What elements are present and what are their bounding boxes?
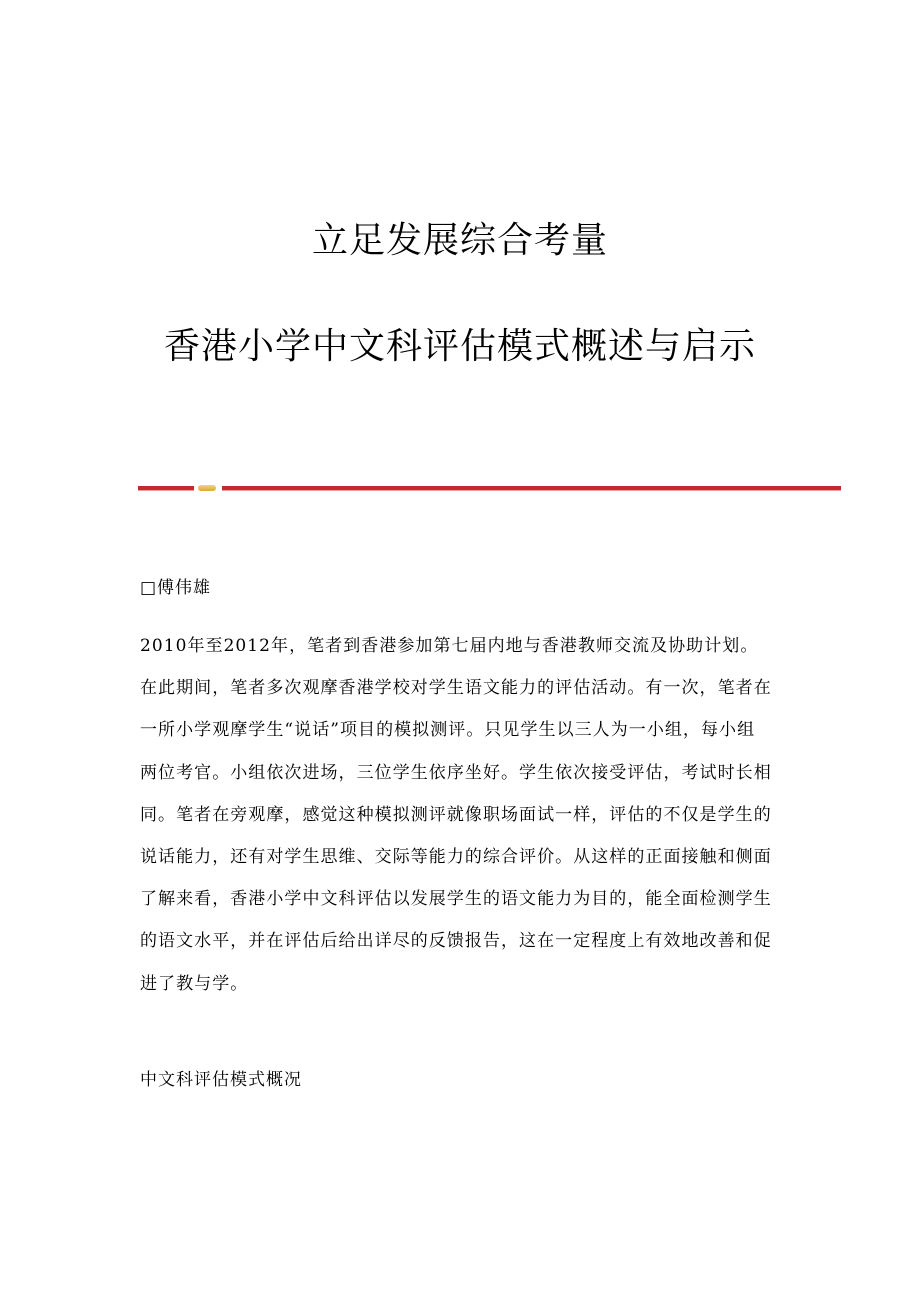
title-line-1: 立足发展综合考量 [311,220,608,261]
title-divider [138,484,841,492]
divider-right-shade [222,490,841,491]
divider-left-shade [138,490,194,491]
section-heading: 中文科评估模式概况 [140,1070,302,1090]
divider-ornament-icon [198,485,216,491]
title-line-2: 香港小学中文科评估模式概述与启示 [163,326,756,367]
author-byline: □傅伟雄 [140,578,212,598]
body-paragraph-container [140,625,772,1005]
body-paragraph: 2010年至2012年，笔者到香港参加第七届内地与香港教师交流及协助计划。在此期间，笔者多次观摩香港学校对学生语文能力的评估活动。有一次，笔者在一所小学观摩学生“说话”项目的模拟测评。只见学生以三人为一小组，每小组两位考官。小组依次进场，三位学生依序坐好。学生依次接受评估，考试时长相同。笔者在旁观摩，感觉这种模拟测评就像职场面试一样，评估的不仅是学生的说话能力，还有对学生思维、交际等能力的综合评价。从这样的正面接触和侧面了解来看，香港小学中文科评估以发展学生的语文能力为目的，能全面检测学生的语文水平，并在评估后给出详尽的反馈报告，这在一定程度上有效地改善和促进了教与学。 [140,636,772,994]
